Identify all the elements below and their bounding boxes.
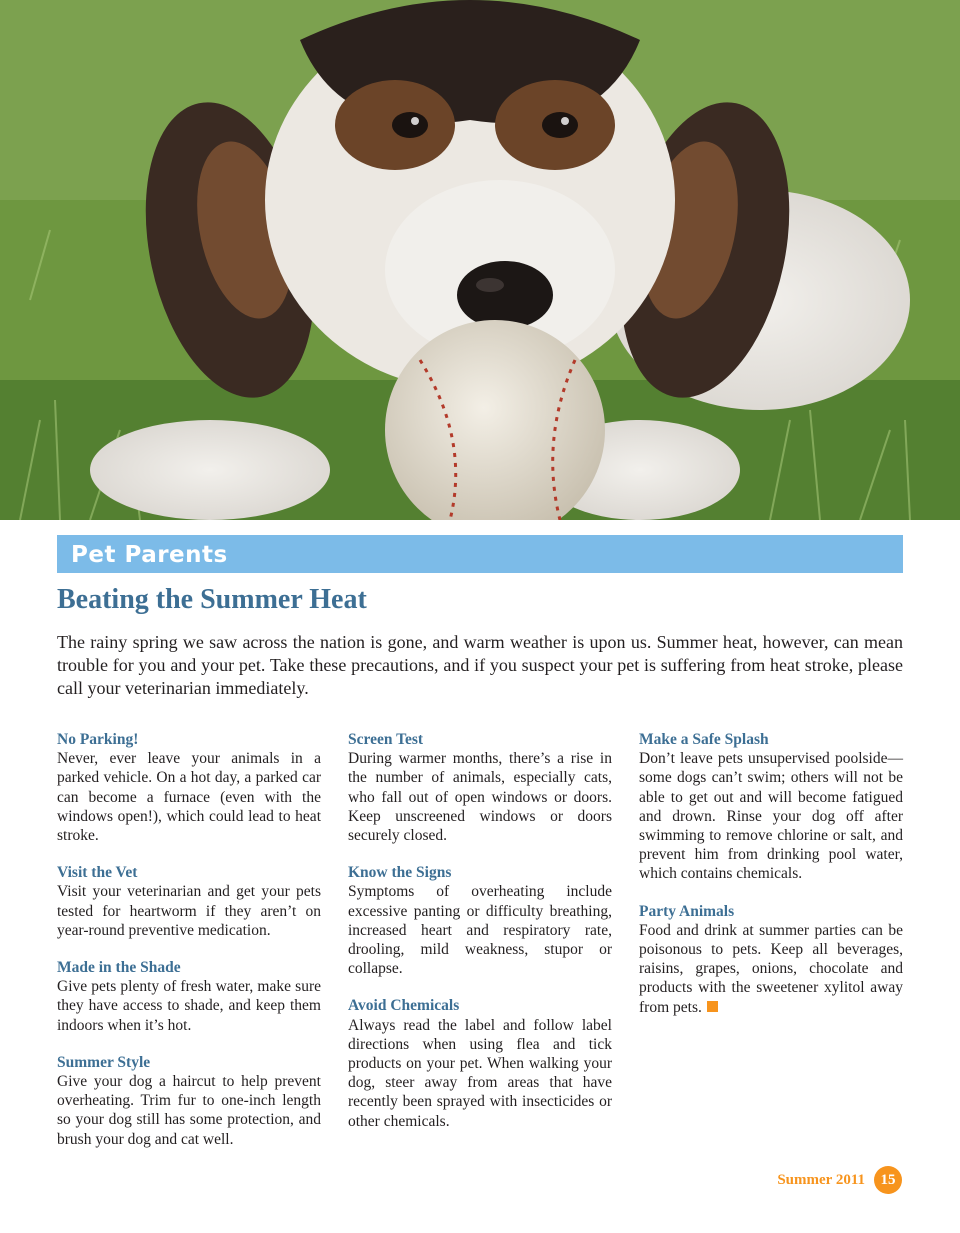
tip-body: Give pets plenty of fresh water, make sure they have access to shade, and keep them indoors when it’s hot. bbox=[57, 978, 321, 1034]
issue-label: Summer 2011 bbox=[777, 1171, 865, 1188]
page-number-badge: 15 bbox=[874, 1166, 902, 1194]
tip-party-animals bbox=[639, 902, 903, 1017]
tip-heading: Know the Signs bbox=[348, 864, 452, 882]
tip-avoid-chemicals bbox=[348, 996, 612, 1130]
tip-body: Visit your veterinarian and get your pets tested for heartworm if they aren’t on year-round preventive medication. bbox=[57, 883, 321, 939]
tip-body-text: Food and drink at summer parties can be poisonous to pets. Keep all beverages, raisins, grapes, onions, chocolate and products with the sweetener xylitol away from pets. bbox=[639, 921, 903, 1016]
tips-column-3 bbox=[639, 730, 903, 1035]
tip-no-parking bbox=[57, 730, 321, 845]
puppy-with-baseball-illustration bbox=[0, 0, 960, 520]
tip-heading: Make a Safe Splash bbox=[639, 731, 769, 748]
end-of-article-square-icon bbox=[707, 1001, 718, 1012]
page-footer bbox=[777, 1166, 902, 1194]
tip-summer-style bbox=[57, 1053, 321, 1149]
article-title: Beating the Summer Heat bbox=[57, 584, 367, 615]
tip-know-the-signs bbox=[348, 863, 612, 978]
tip-body: During warmer months, there’s a rise in the number of animals, especially cats, who fall out of open windows or doors. Keep unscreened windows or doors securely closed. bbox=[348, 750, 612, 845]
section-label: Pet Parents bbox=[71, 542, 228, 568]
tip-heading: Made in the Shade bbox=[57, 959, 181, 977]
tip-heading: Party Animals bbox=[639, 902, 735, 920]
tip-body: Never, ever leave your animals in a parked vehicle. On a hot day, a parked car can become a furnace (even with the windows open!), which could lead to heat stroke. bbox=[57, 750, 321, 845]
tip-heading: No Parking! bbox=[57, 731, 139, 748]
tip-body: Don’t leave pets unsupervised poolside—some dogs can’t swim; others will not be able to get out and will become fatigued and drown. Rinse your dog off after swimming to remove chlorine or salt, and prevent him from drinking pool water, which contains chemicals. bbox=[639, 750, 903, 883]
tip-heading: Visit the Vet bbox=[57, 864, 138, 882]
tip-visit-the-vet bbox=[57, 863, 321, 940]
tip-heading: Screen Test bbox=[348, 731, 424, 748]
tip-body bbox=[639, 921, 903, 1017]
tips-column-1 bbox=[57, 730, 321, 1167]
tips-column-2 bbox=[348, 730, 612, 1149]
tip-screen-test bbox=[348, 730, 612, 845]
tip-body: Always read the label and follow label directions when using flea and tick products on your pet. When walking your dog, steer away from areas that have recently been sprayed with insecticides or other chemicals. bbox=[348, 1016, 612, 1130]
tip-made-in-the-shade bbox=[57, 958, 321, 1035]
tip-heading: Avoid Chemicals bbox=[348, 997, 460, 1015]
article-intro: The rainy spring we saw across the nation is gone, and warm weather is upon us. Summer heat, however, can mean trouble for you and your pet. Take these precautions, and if you suspect your pet is suffering from heat stroke, please call your veterinarian immediately. bbox=[57, 632, 903, 698]
hero-photo bbox=[0, 0, 960, 520]
tip-body: Symptoms of overheating include excessive panting or difficulty breathing, increased heart and respiratory rate, drooling, mild weakness, stupor or collapse. bbox=[348, 883, 612, 978]
tip-make-a-safe-splash bbox=[639, 730, 903, 884]
tip-heading: Summer Style bbox=[57, 1053, 151, 1071]
section-bar bbox=[57, 535, 903, 573]
tip-body: Give your dog a haircut to help prevent overheating. Trim fur to one-inch length so your dog still has some protection, and brush your dog and cat well. bbox=[57, 1073, 321, 1148]
